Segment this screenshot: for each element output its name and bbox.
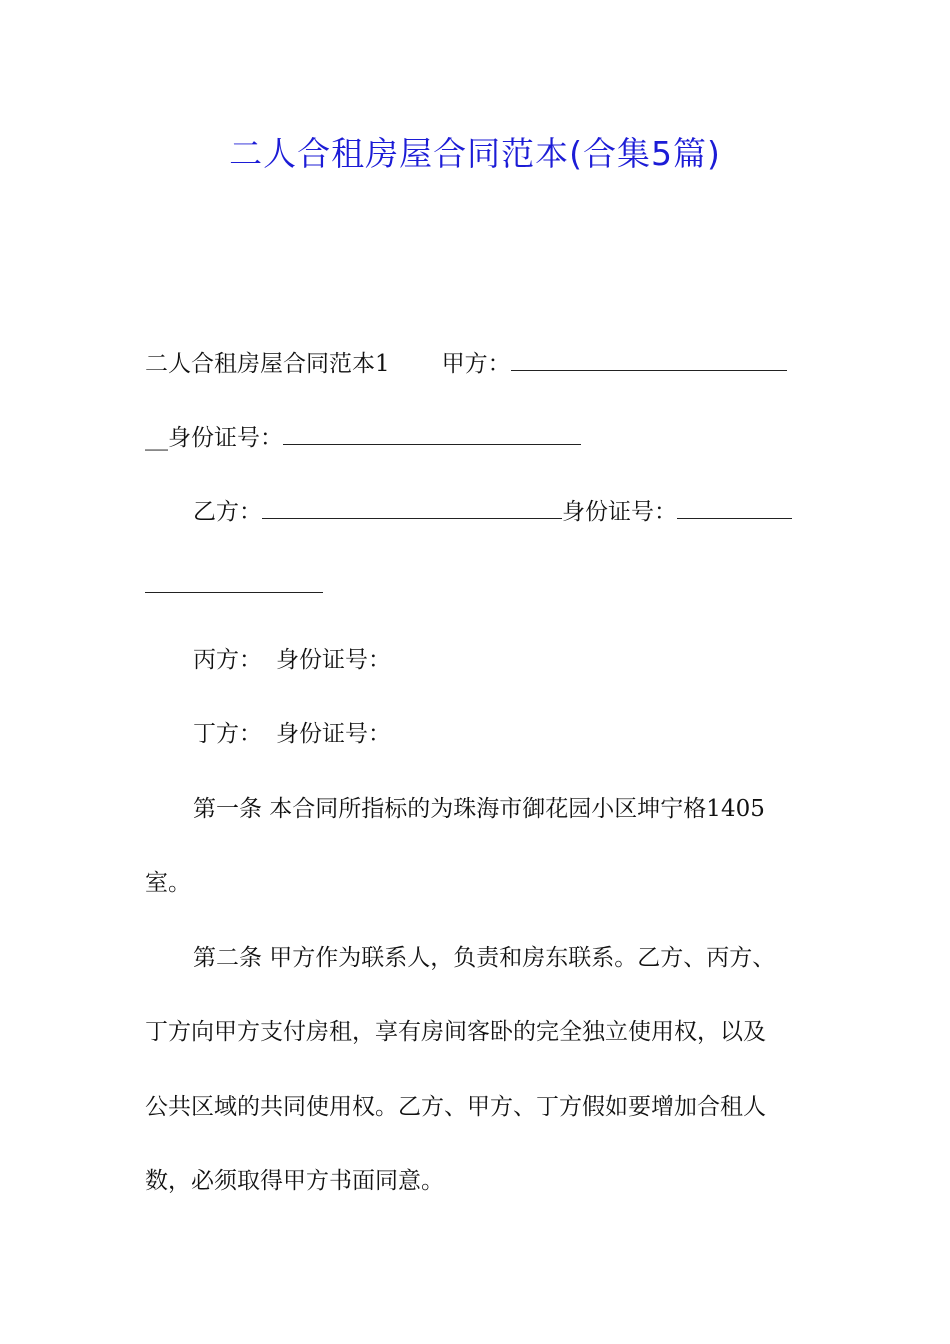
heading-party-a-line [145, 346, 807, 380]
section-label: 二人合租房屋合同范本1 [145, 351, 390, 377]
party-a-label: 甲方： [441, 351, 511, 377]
party-b-line [193, 494, 807, 528]
party-d-id-label: 身份证号： [276, 721, 391, 747]
article-2-line-1: 第二条 甲方作为联系人，负责和房东联系。乙方、丙方、 [193, 945, 776, 971]
party-d-line [193, 718, 807, 750]
party-c-label: 丙方： [193, 647, 262, 673]
party-a-id-blank [283, 420, 581, 445]
article-2-line-2: 丁方向甲方支付房租，享有房间客卧的完全独立使用权，以及 [145, 1019, 766, 1045]
article-2-line-3: 公共区域的共同使用权。乙方、甲方、丁方假如要增加合租人 [145, 1094, 766, 1120]
party-a-id-line [145, 420, 807, 454]
party-d-label: 丁方： [193, 721, 262, 747]
id-prefix-underscore: __ [145, 425, 168, 451]
party-c-line [193, 644, 807, 676]
party-b-name-blank [262, 494, 562, 519]
party-a-id-label: 身份证号： [168, 425, 283, 451]
party-b-id-continuation-line [145, 568, 807, 602]
article-1-line-1: 第一条 本合同所指标的为珠海市御花园小区坤宁格1405 [193, 796, 765, 822]
document-title: 二人合租房屋合同范本(合集5篇) [229, 134, 721, 173]
article-1-line-2: 室。 [145, 870, 191, 896]
party-b-id-continuation-blank [145, 568, 323, 593]
party-b-id-label: 身份证号： [562, 499, 677, 525]
article-2-line-4: 数，必须取得甲方书面同意。 [145, 1168, 444, 1194]
party-b-label: 乙方： [193, 499, 262, 525]
party-c-id-label: 身份证号： [276, 647, 391, 673]
party-a-name-blank [511, 346, 787, 371]
party-b-id-blank [677, 494, 792, 519]
